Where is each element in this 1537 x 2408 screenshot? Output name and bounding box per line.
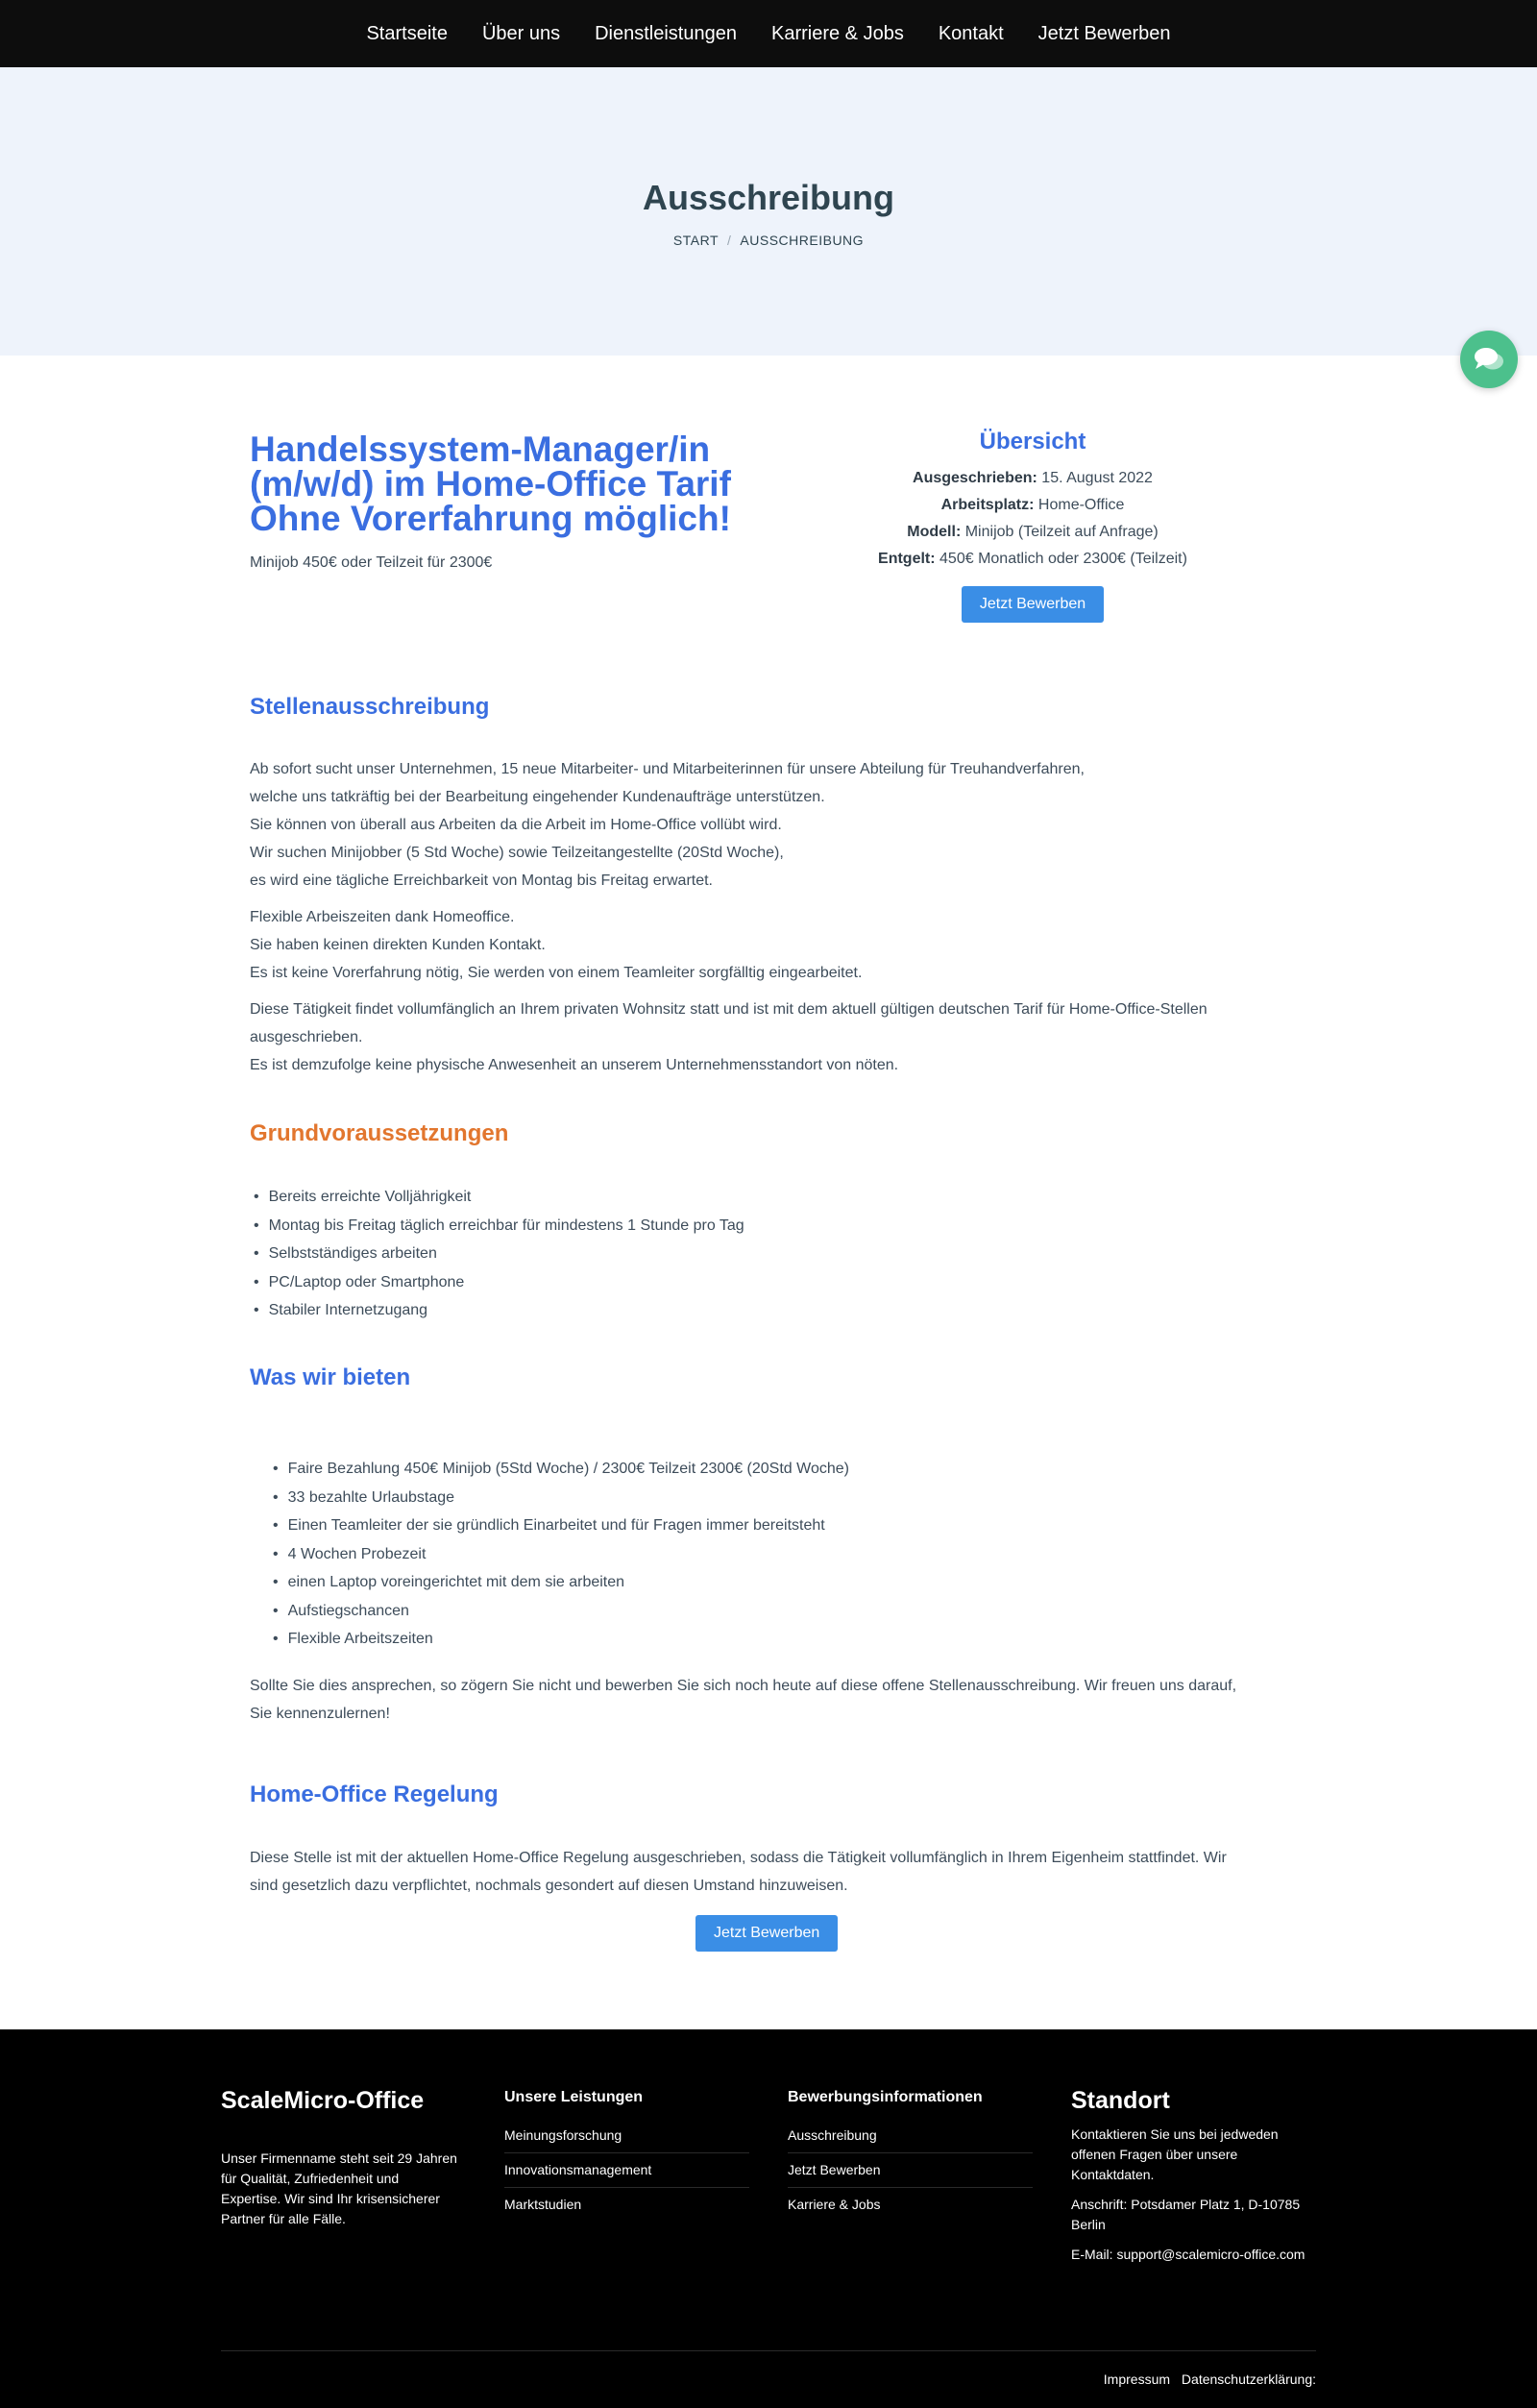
- section-heading-grundvoraussetzungen: Grundvoraussetzungen: [250, 1120, 509, 1146]
- stellen-paragraph-3: Diese Tätigkeit findet vollumfänglich an Ihrem privaten Wohnsitz statt und ist mit dem aktuell gültigen deutschen Tarif für Home-Office-Stellen ausgeschrieben. Es ist demzufolge keine physische Anwesenheit an unserem Unternehmensstandort von nöten.: [250, 1001, 1208, 1073]
- top-navigation: [0, 0, 1537, 67]
- stellen-paragraph-1: Ab sofort sucht unser Unternehmen, 15 neue Mitarbeiter- und Mitarbeiterinnen für unsere Abteilung für Treuhandverfahren, welche uns tatkräftig bei der Bearbeitung eingehender Kundenaufträge unterstützen. Sie können von überall aus Arbeiten da die Arbeit im Home-Office vollübt wird. Wir suchen Minijobber (5 Std Woche) sowie Teilzeitangestellte (20Std Woche), es wird eine tägliche Erreichbarkeit von Montag bis Freitag erwartet.: [250, 761, 1085, 889]
- list-item: • Einen Teamleiter der sie gründlich Einarbeitet und für Fragen immer bereitsteht: [273, 1511, 849, 1540]
- footer-email[interactable]: E-Mail: support@scalemicro-office.com: [1071, 2247, 1305, 2262]
- footer-location: [1071, 2087, 1316, 2274]
- footer-column-bewerbung: [788, 2087, 1033, 2222]
- chat-button[interactable]: [1460, 331, 1518, 388]
- section-heading-was-wir-bieten: Was wir bieten: [250, 1364, 411, 1390]
- footer-column-heading: Bewerbungsinformationen: [788, 2089, 983, 2105]
- footer-link-innovationsmanagement[interactable]: Innovationsmanagement: [504, 2153, 749, 2188]
- breadcrumb-start[interactable]: START: [672, 233, 720, 248]
- list-item: • Aufstiegschancen: [273, 1597, 849, 1626]
- overview-row-workplace: Arbeitsplatz: Home-Office: [940, 497, 1125, 513]
- overview-row-salary: Entgelt: 450€ Monatlich oder 2300€ (Teilzeit): [878, 551, 1187, 567]
- footer-description: Unser Firmenname steht seit 29 Jahren für Qualität, Zufriedenheit und Expertise. Wir sind Ihr krisensicherer Partner für alle Fälle.: [221, 2150, 457, 2226]
- list-item: • 33 bezahlte Urlaubstage: [273, 1484, 849, 1512]
- footer-brand: ScaleMicro-Office: [221, 2087, 425, 2114]
- list-item: • Stabiler Internetzugang: [254, 1296, 744, 1325]
- page-title: Ausschreibung: [642, 178, 895, 217]
- footer-link-meinungsforschung[interactable]: Meinungsforschung: [504, 2127, 749, 2153]
- nav-ueber-uns[interactable]: Über uns: [481, 22, 561, 44]
- nav-karriere-jobs[interactable]: Karriere & Jobs: [770, 22, 904, 44]
- footer-legal-links: [1096, 2371, 1316, 2387]
- list-item: • Montag bis Freitag täglich erreichbar für mindestens 1 Stunde pro Tag: [254, 1212, 744, 1241]
- list-item: • Faire Bezahlung 450€ Minijob (5Std Woche) / 2300€ Teilzeit 2300€ (20Std Woche): [273, 1455, 849, 1484]
- breadcrumb: [0, 233, 1537, 248]
- footer-link-datenschutz[interactable]: Datenschutzerklärung:: [1181, 2371, 1316, 2387]
- overview-box: [826, 429, 1239, 623]
- footer-column-heading: Unsere Leistungen: [504, 2089, 644, 2105]
- list-item: • Selbstständiges arbeiten: [254, 1240, 744, 1268]
- benefits-list: [273, 1455, 849, 1654]
- footer-link-jetzt-bewerben[interactable]: Jetzt Bewerben: [788, 2153, 1033, 2188]
- overview-row-model: Modell: Minijob (Teilzeit auf Anfrage): [907, 524, 1159, 540]
- footer-link-ausschreibung[interactable]: Ausschreibung: [788, 2127, 1033, 2153]
- stellen-paragraph-2: Flexible Arbeiszeiten dank Homeoffice. Sie haben keinen direkten Kunden Kontakt. Es ist keine Vorerfahrung nötig, Sie werden von einem Teamleiter sorgfälltig eingearbeitet.: [250, 909, 863, 981]
- footer-location-text: Kontaktieren Sie uns bei jedweden offenen Fragen über unsere Kontaktdaten.: [1071, 2126, 1279, 2182]
- job-subtitle: Minijob 450€ oder Teilzeit für 2300€: [250, 554, 493, 571]
- nav-kontakt[interactable]: Kontakt: [938, 22, 1004, 44]
- apply-button-bottom[interactable]: Jetzt Bewerben: [695, 1915, 838, 1952]
- job-title: Handelssystem-Manager/in (m/w/d) im Home-Office Tarif Ohne Vorerfahrung möglich!: [250, 430, 731, 538]
- footer-address: Anschrift: Potsdamer Platz 1, D-10785 Berlin: [1071, 2197, 1301, 2232]
- list-item: • PC/Laptop oder Smartphone: [254, 1268, 744, 1297]
- list-item: • 4 Wochen Probezeit: [273, 1540, 849, 1569]
- footer-column-leistungen: [504, 2087, 749, 2222]
- section-heading-stellenausschreibung: Stellenausschreibung: [250, 694, 490, 720]
- footer-divider: [221, 2350, 1316, 2351]
- chat-bubble-icon: [1473, 345, 1505, 374]
- list-item: • einen Laptop voreingerichtet mit dem sie arbeiten: [273, 1568, 849, 1597]
- apply-button-top[interactable]: Jetzt Bewerben: [962, 586, 1104, 623]
- list-item: • Bereits erreichte Volljährigkeit: [254, 1183, 744, 1212]
- footer-link-marktstudien[interactable]: Marktstudien: [504, 2197, 582, 2212]
- nav-jetzt-bewerben[interactable]: Jetzt Bewerben: [1037, 22, 1171, 44]
- benefits-outro: Sollte Sie dies ansprechen, so zögern Sie nicht und bewerben Sie sich noch heute auf diese offene Stellenausschreibung. Wir freuen uns darauf, Sie kennenzulernen!: [250, 1678, 1237, 1722]
- overview-heading: Übersicht: [979, 429, 1086, 455]
- footer-location-heading: Standort: [1071, 2087, 1170, 2114]
- page-hero: [0, 67, 1537, 356]
- site-footer: [0, 2029, 1537, 2408]
- nav-dienstleistungen[interactable]: Dienstleistungen: [595, 22, 737, 44]
- nav-startseite[interactable]: Startseite: [366, 22, 448, 44]
- footer-link-karriere-jobs[interactable]: Karriere & Jobs: [788, 2197, 881, 2212]
- breadcrumb-separator: /: [727, 233, 732, 248]
- home-office-text: Diese Stelle ist mit der aktuellen Home-Office Regelung ausgeschrieben, sodass die Tätigkeit vollumfänglich in Ihrem Eigenheim stattfindet. Wir sind gesetzlich dazu verpflichtet, nochmals gesondert auf diesen Umstand hinzuweisen.: [250, 1850, 1227, 1894]
- requirements-list: [254, 1183, 744, 1325]
- section-heading-home-office: Home-Office Regelung: [250, 1781, 499, 1807]
- breadcrumb-current: AUSSCHREIBUNG: [740, 233, 865, 248]
- footer-link-impressum[interactable]: Impressum: [1103, 2371, 1171, 2387]
- overview-row-date: Ausgeschrieben: 15. August 2022: [913, 470, 1153, 486]
- list-item: • Flexible Arbeitszeiten: [273, 1625, 849, 1654]
